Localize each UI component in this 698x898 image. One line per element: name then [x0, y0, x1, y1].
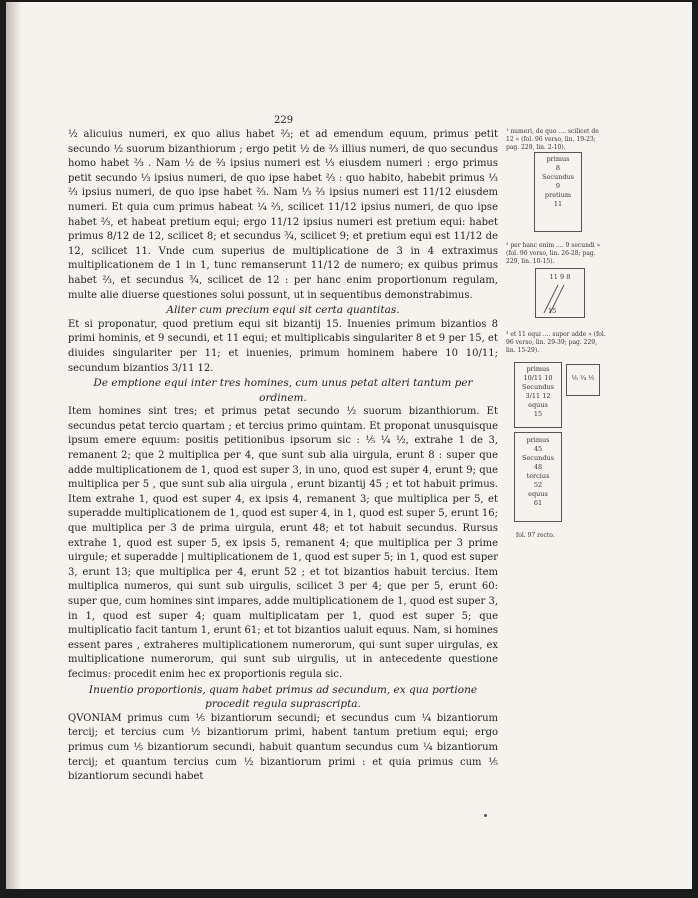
- paragraph: Item homines sint tres; et primus petat secundo ½ suorum bizanthiorum. Et secundus petat tercio quartam ; et tercius primo quintam. Et proponat unusquisque ipsum emere equum: positis petitionibus ipsorum sic : ⅕ ¼ ½, extrahe 1 de 3, remanent 2; que 2 multiplica per 4, que sunt sub alia uirgula, erunt 8 : super que adde multiplicationem de 1, quod est super 3, in uno, quod est super 4, erunt 9; que multiplica per 5 , que sunt sub alia uirgula , erunt bizantij 45 ; et tot habuit primus. Item extrahe 1, quod est super 4, ex ipsis 4, remanent 3; que multiplica per 5, et superadde multiplicationem de 1, quod est super 4, in 1, quod est super 5, erunt 16; que multiplica per 3 de prima uirgula, erunt 48; et tot habuit secundus. Rursus extrahe 1, quod est super 5, ex ipsis 5, remanent 4; que multiplica per 3 prime uirgule; et superadde | multiplicationem de 1, quod est super 5; in 1, quod est super 3, erunt 13; que multiplica per 4, erunt 52 ; et tot bizantios habuit tercius. Item multiplica numeros, qui sunt sub uirgulis, scilicet 3 per 4; que per 5, erunt 60: super que, cum homines sint impares, adde multiplicationem de 1, quod est super 3, in 1, quod est super 4; quam multiplicatam per 1, quod est super 5; que multiplicatio facit tantum 1, erunt 61; et tot bizantios ualuit equus. Nam, si homines essent pares , extraheres multiplicationem numerorum, qui sunt super uirgulas, ex multiplicatione numerorum, qui sunt sub uirgulis, ut in antecedente questione fecimus: procedit enim hec ex proportionis regula sic.: [68, 406, 498, 680]
- diagram-box: 11 9 8 15: [535, 268, 585, 318]
- main-text: [68, 128, 498, 785]
- folio-note: fol. 97 recto.: [516, 532, 555, 539]
- table-box-3: primus 10/11 10 Secundus 3/11 12 equus 15: [514, 362, 562, 428]
- cross-lines: [536, 283, 584, 317]
- page-number: 229: [274, 115, 294, 126]
- paragraph: QVONIAM primus cum ⅕ bizantiorum secundi; et secundus cum ¼ bizantiorum tercij; et tercius cum ½ bizantiorum primi, habent tantum pretium equi; ergo primus cum ⅕ bizantiorum secundi, habuit quantum secundus cum ¼ bizantiorum tercij; et quantum tercius cum ½ bizantiorum primi : et quia primus cum ⅕ bizantiorum secundi habet: [68, 712, 498, 783]
- section-heading: Inuentio proportionis, quam habet primus ad secundum, ex qua portione procedit regula suprascripta.: [88, 683, 478, 711]
- book-spine: [6, 2, 22, 889]
- table-box-4: primus 45 Secundus 48 tercius 52 equus 61: [514, 432, 562, 522]
- margin-note-2: ² per hanc enim .... 9 secundi » (fol. 96 verso, lin. 26-28; pag. 229, lin. 10-15).: [506, 242, 601, 265]
- paragraph: ½ alicuius numeri, ex quo alius habet ⅔; et ad emendum equum, primus petit secundo ½ suorum bizanthiorum ; ergo petit ½ de ⅔ illius numeri, de quo secundus homo habet ⅔ . Nam ½ de ⅔ ipsius numeri est ⅓ eiusdem numeri : ergo primus petit secundo ⅓ ipsius numeri, de quo ipse habet ⅔ : quo habito, habebit primus ⅓ ⅔ ipsius numeri, de quo ipse habet ⅔. Nam ⅓ ⅔ ipsius numeri est 11/12 eiusdem numeri. Et quia cum primus habeat ¼ ⅔, scilicet 11/12 ipsius numeri, de quo ipse habet ⅔, et habeat pretium equi; ergo 11/12 ipsius numeri est pretium equi: habet primus 8/12 de 12, scilicet 8; et secundus ¾, scilicet 9; et pretium equi est 11/12 de 12, scilicet 11. Vnde cum superius de multiplicatione de 3 in 4 extraximus multiplicationem de 1 in 1, tunc remanserunt 11/12 de numero; ex quibus primus habet ⅔, et secundus ¾, scilicet de 12 : per hanc enim proportionum regulam, multe alie diuerse questiones solui possunt, ut in sequentibus demonstrabimus.: [68, 129, 498, 301]
- table-box-1: primus 8 Secundus 9 pretium 11: [534, 152, 582, 232]
- margin-note-1: ¹ numeri, de quo .... scilicet de 12 » (fol. 96 verso, lin. 19-23; pag. 229, lin. 2-10).: [506, 128, 599, 151]
- ink-dot: [484, 814, 487, 817]
- paragraph: Et si proponatur, quod pretium equi sit bizantij 15. Inuenies primum bizantios 8 primi hominis, et 9 secundi, et 11 equi; et multiplicabis singulariter 8 et 9 per 15, et diuides singulariter per 11; et inuenies, primum hominem habere 10 10/11; secundum bizantios 3/11 12.: [68, 318, 498, 374]
- margin-note-3: ³ et 11 equi .... super adde » (fol. 96 verso, lin. 29-39; pag. 229, lin. 15-29).: [506, 331, 606, 354]
- fraction-box: ⅕ ¼ ½: [566, 364, 600, 396]
- section-heading: Aliter cum precium equi sit certa quantitas.: [166, 304, 400, 317]
- page: [6, 2, 692, 889]
- section-heading: De emptione equi inter tres homines, cum unus petat alteri tantum per ordinem.: [93, 377, 473, 404]
